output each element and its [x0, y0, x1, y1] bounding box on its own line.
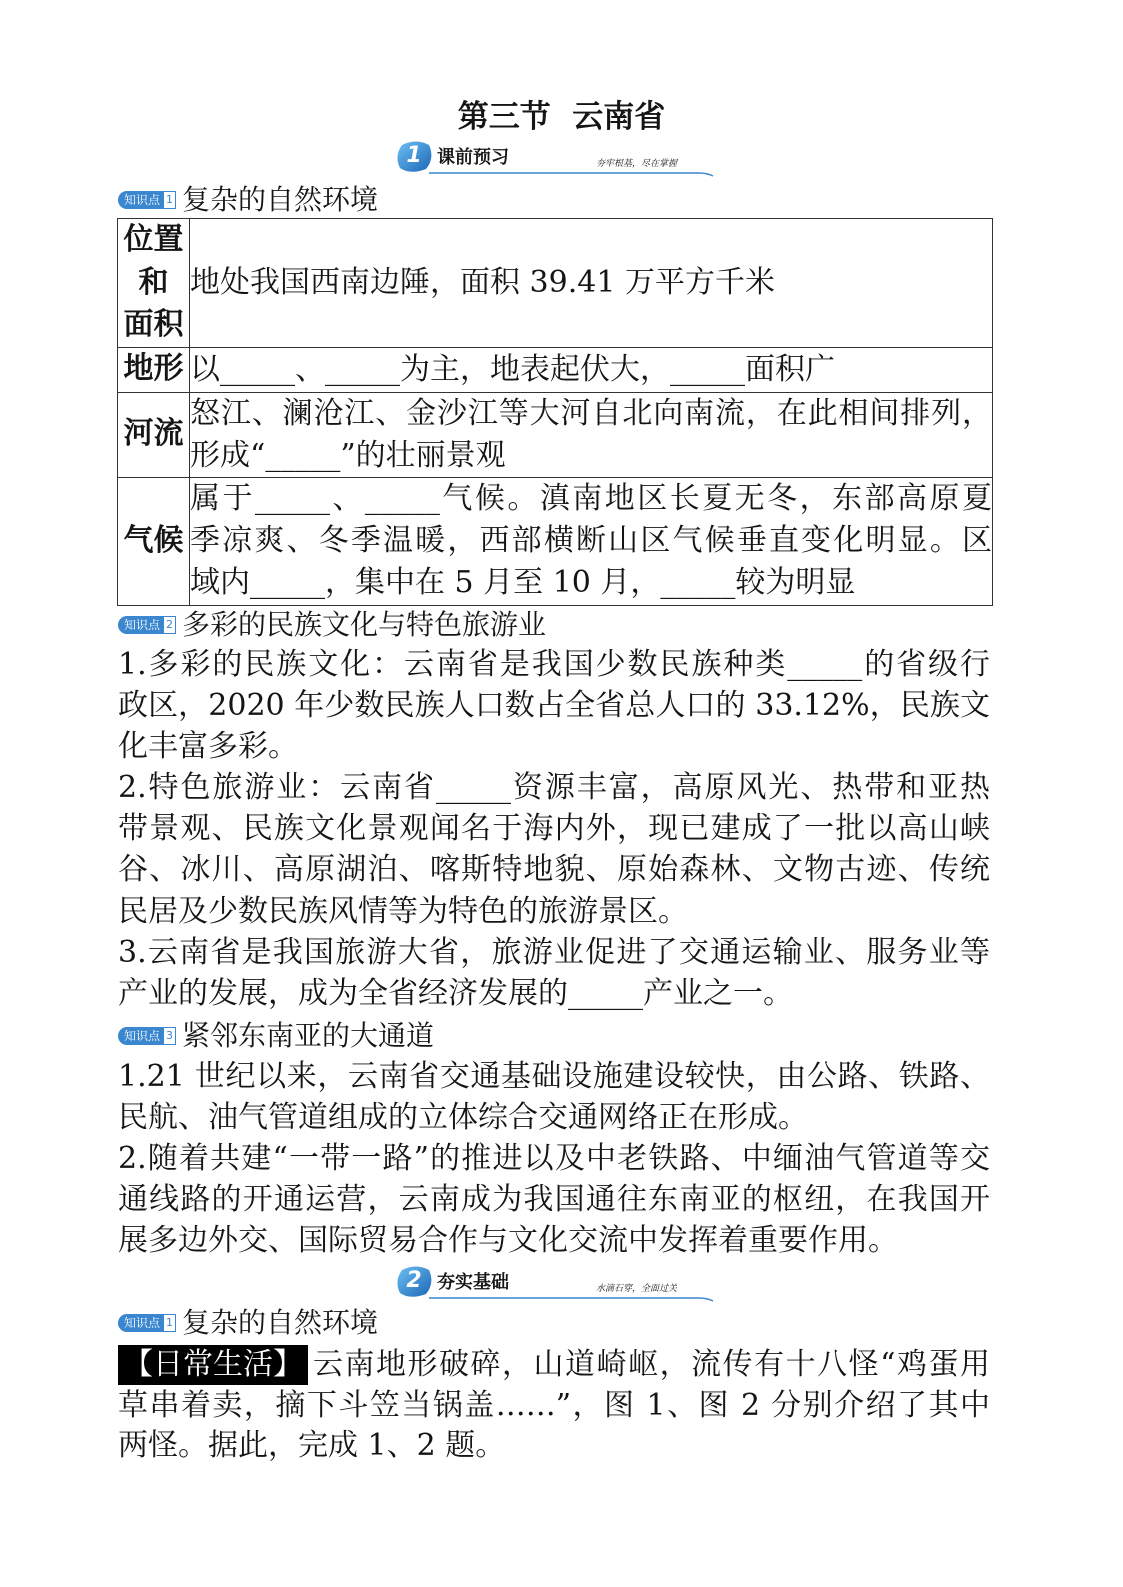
daily-life-passage: [118, 1345, 990, 1467]
banner-underline-tail: [699, 1298, 713, 1301]
knowledge-point-heading-1: [118, 183, 378, 217]
row-content: [190, 347, 993, 392]
label-line: 地形: [123, 351, 184, 387]
paragraph-line: 通线路的开通运营，云南成为我国通往东南亚的枢纽，在我国开: [118, 1182, 990, 1217]
paragraph-line: 产业的发展，成为全省经济发展的_____产业之一。: [118, 975, 793, 1011]
paragraph: [118, 932, 990, 1014]
paragraph-line: 2.随着共建“一带一路”的推进以及中老铁路、中缅油气管道等交: [118, 1141, 990, 1176]
knowledge-point-title: 复杂的自然环境: [182, 1306, 379, 1339]
row-content: [190, 392, 993, 477]
row-content: [190, 477, 993, 605]
badge-number: 1: [163, 191, 176, 209]
table-row-rivers: [118, 392, 993, 477]
badge-number: 1: [163, 1314, 176, 1332]
knowledge-point-badge: [118, 191, 176, 209]
content-line: 域内_____，集中在 5 月至 10 月，_____较为明显: [190, 565, 856, 600]
content-line: 形成“_____”的壮丽景观: [190, 437, 506, 473]
row-label: [118, 219, 190, 348]
paragraph-line: 带景观、民族文化景观闻名于海内外，现已建成了一批以高山峡: [118, 811, 990, 847]
badge-text: 知识点: [118, 191, 163, 209]
passage-line: 草串着卖，摘下斗笠当锅盖……”，图 1、图 2 分别介绍了其中: [118, 1387, 990, 1423]
label-line: 位置: [123, 222, 184, 257]
table-row-climate: [118, 477, 993, 605]
badge-text: 知识点: [118, 616, 163, 634]
knowledge-point-title: 多彩的民族文化与特色旅游业: [182, 608, 547, 641]
paragraph-line: 展多边外交、国际贸易合作与文化交流中发挥着重要作用。: [118, 1223, 898, 1258]
content-line: 以_____、_____为主，地表起伏大，_____面积广: [190, 351, 835, 387]
paragraph: [118, 1138, 990, 1261]
paragraph: [118, 767, 990, 931]
table-row-terrain: [118, 347, 993, 392]
paragraph-line: 民航、油气管道组成的立体综合交通网络正在形成。: [118, 1100, 808, 1135]
row-content: [190, 219, 993, 348]
label-line: 河流: [123, 416, 184, 452]
section-banner-practice: [395, 1264, 717, 1304]
paragraph-line: 政区，2020 年少数民族人口数占全省总人口的 33.12%，民族文: [118, 688, 990, 724]
knowledge-point-title: 紧邻东南亚的大通道: [182, 1019, 435, 1052]
badge-text: 知识点: [118, 1314, 163, 1332]
page-title: 第三节 云南省: [457, 99, 666, 135]
banner-label: 课前预习: [437, 147, 509, 168]
banner-motto: 水滴石穿，全面过关: [596, 1284, 678, 1294]
knowledge-point-3-body: [118, 1056, 990, 1261]
practice-knowledge-point-heading: [118, 1306, 378, 1340]
daily-life-tag: 【日常生活】: [118, 1345, 308, 1385]
banner-underline-tail: [699, 173, 713, 176]
row-label: [118, 477, 190, 605]
knowledge-point-2-body: [118, 644, 990, 1014]
knowledge-point-title: 复杂的自然环境: [182, 183, 379, 216]
badge-number: 2: [163, 616, 176, 634]
label-line: 气候: [123, 522, 184, 558]
paragraph: [118, 1056, 990, 1138]
info-table: [117, 218, 993, 606]
paragraph-line: 3.云南省是我国旅游大省，旅游业促进了交通运输业、服务业等: [118, 934, 990, 970]
row-label: [118, 392, 190, 477]
banner-label: 夯实基础: [437, 1272, 509, 1293]
table-row-location: [118, 219, 993, 348]
banner-number: 1: [406, 143, 422, 168]
knowledge-point-badge: [118, 616, 176, 634]
banner-motto: 夯牢根基，尽在掌握: [596, 159, 678, 169]
content-line: 属于_____、_____气候。滇南地区长夏无冬，东部高原夏: [190, 481, 992, 516]
paragraph-line: 谷、冰川、高原湖泊、喀斯特地貌、原始森林、文物古迹、传统: [118, 852, 990, 888]
paragraph-line: 1.21 世纪以来，云南省交通基础设施建设较快，由公路、铁路、: [118, 1059, 990, 1094]
content-line: 季凉爽、冬季温暖，西部横断山区气候垂直变化明显。区: [190, 523, 992, 558]
label-line: 面积: [123, 307, 184, 342]
passage-line: 云南地形破碎，山道崎岖，流传有十八怪“鸡蛋用: [313, 1347, 990, 1382]
paragraph-line: 1.多彩的民族文化：云南省是我国少数民族种类_____的省级行: [118, 647, 990, 682]
content-line: 地处我国西南边陲，面积 39.41 万平方千米: [190, 264, 775, 300]
passage-first-line: [118, 1345, 990, 1386]
label-line: 和: [138, 264, 169, 300]
paragraph-line: 民居及少数民族风情等为特色的旅游景区。: [118, 893, 688, 929]
knowledge-point-badge: [118, 1314, 176, 1332]
badge-text: 知识点: [118, 1027, 163, 1045]
paragraph-line: 化丰富多彩。: [118, 729, 298, 765]
row-label: [118, 347, 190, 392]
section-banner-preview: [395, 139, 717, 179]
knowledge-point-heading-2: [118, 608, 546, 642]
banner-number: 2: [406, 1268, 422, 1293]
paragraph-line: 2.特色旅游业：云南省_____资源丰富，高原风光、热带和亚热: [118, 770, 990, 806]
badge-number: 3: [163, 1027, 176, 1045]
knowledge-point-badge: [118, 1027, 176, 1045]
content-line: 怒江、澜沧江、金沙江等大河自北向南流，在此相间排列，: [190, 395, 992, 431]
passage-line: 两怪。据此，完成 1、2 题。: [118, 1428, 506, 1463]
paragraph: [118, 644, 990, 767]
knowledge-point-heading-3: [118, 1019, 434, 1053]
